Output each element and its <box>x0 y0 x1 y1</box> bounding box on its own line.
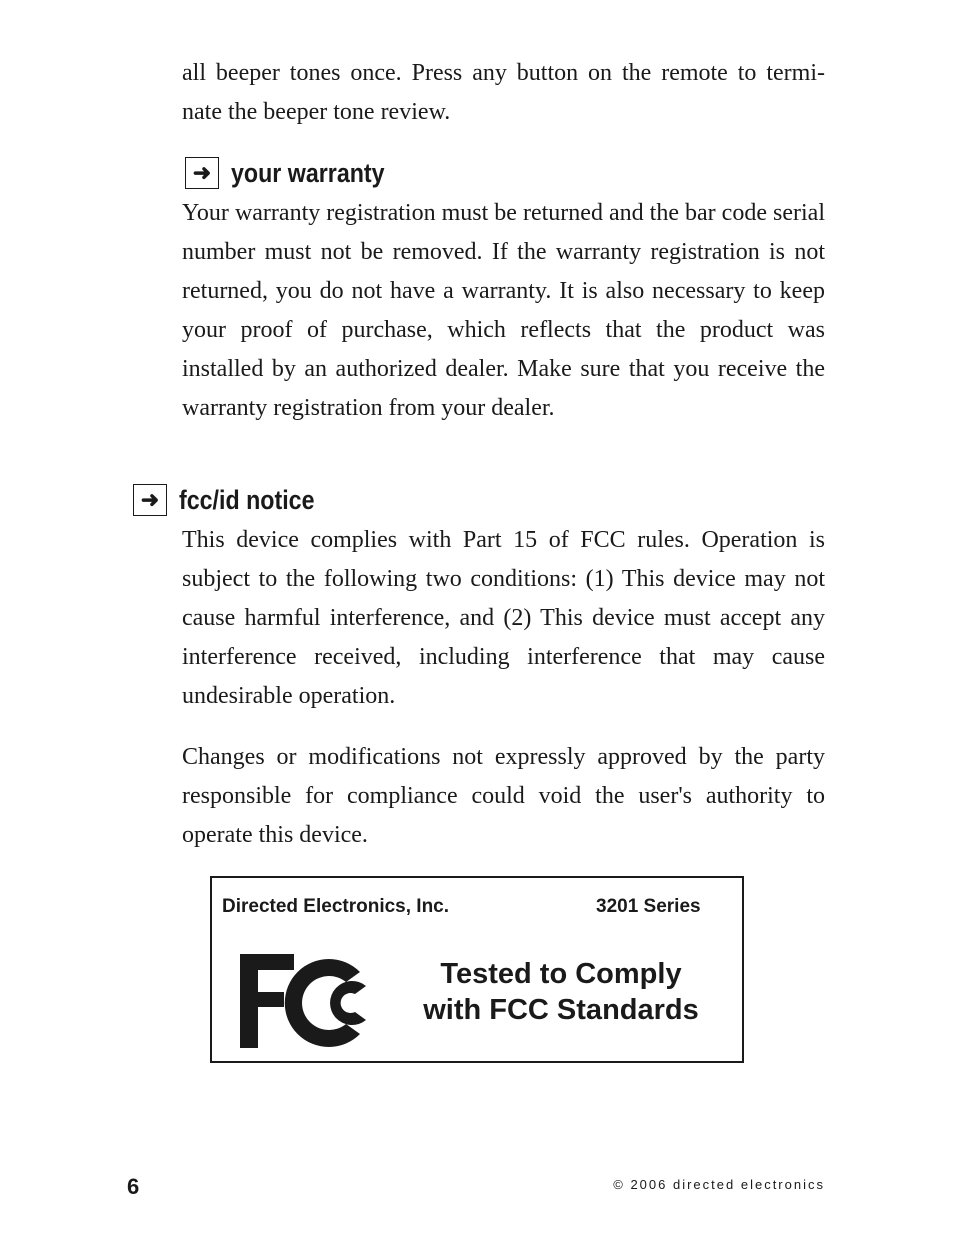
fcc-heading <box>133 484 337 516</box>
arrow-icon: ➜ <box>133 484 167 516</box>
fcc-paragraph-2 <box>182 738 825 855</box>
copyright-text: © 2006 directed electronics <box>613 1177 825 1192</box>
company-name: Directed Electronics, Inc. <box>222 896 450 917</box>
page-number: 6 <box>127 1174 140 1199</box>
series-name: 3201 Series <box>596 896 701 917</box>
fcc-logo-icon <box>240 950 376 1050</box>
fcc-text-2: Changes or modifications not expressly approved by the party responsible for compliance could void the user's authority to operate this device. <box>182 744 825 848</box>
arrow-icon: ➜ <box>185 157 219 189</box>
warranty-heading-text: your warranty <box>231 157 385 188</box>
fcc-paragraph-1 <box>182 521 825 716</box>
fcc-text-1: This device complies with Part 15 of FCC rules. Operation is subject to the following two conditions: (1) This device may not cause harmful interference, and (2) This device must accept any interference received, including interference that may cause undesirable operation. <box>182 527 825 709</box>
warranty-text: Your warranty registration must be returned and the bar code serial number must not be removed. If the warranty registration is not returned, you do not have a warranty. It is also necessary to keep your proof of purchase, which reflects that the product was installed by an authorized dealer. Make sure that you receive the warranty registration from your dealer. <box>182 200 825 421</box>
tested-line-2: with FCC Standards <box>423 994 699 1026</box>
fcc-compliance-label <box>210 876 744 1063</box>
tested-line-1: Tested to Comply <box>440 958 682 990</box>
fcc-heading-text: fcc/id notice <box>179 484 315 515</box>
intro-paragraph <box>182 54 825 132</box>
warranty-heading <box>185 157 410 189</box>
tested-to-comply-text <box>402 956 720 1028</box>
intro-text: all beeper tones once. Press any button on the remote to termi- nate the beeper tone review. <box>182 60 825 125</box>
warranty-paragraph <box>182 194 825 428</box>
